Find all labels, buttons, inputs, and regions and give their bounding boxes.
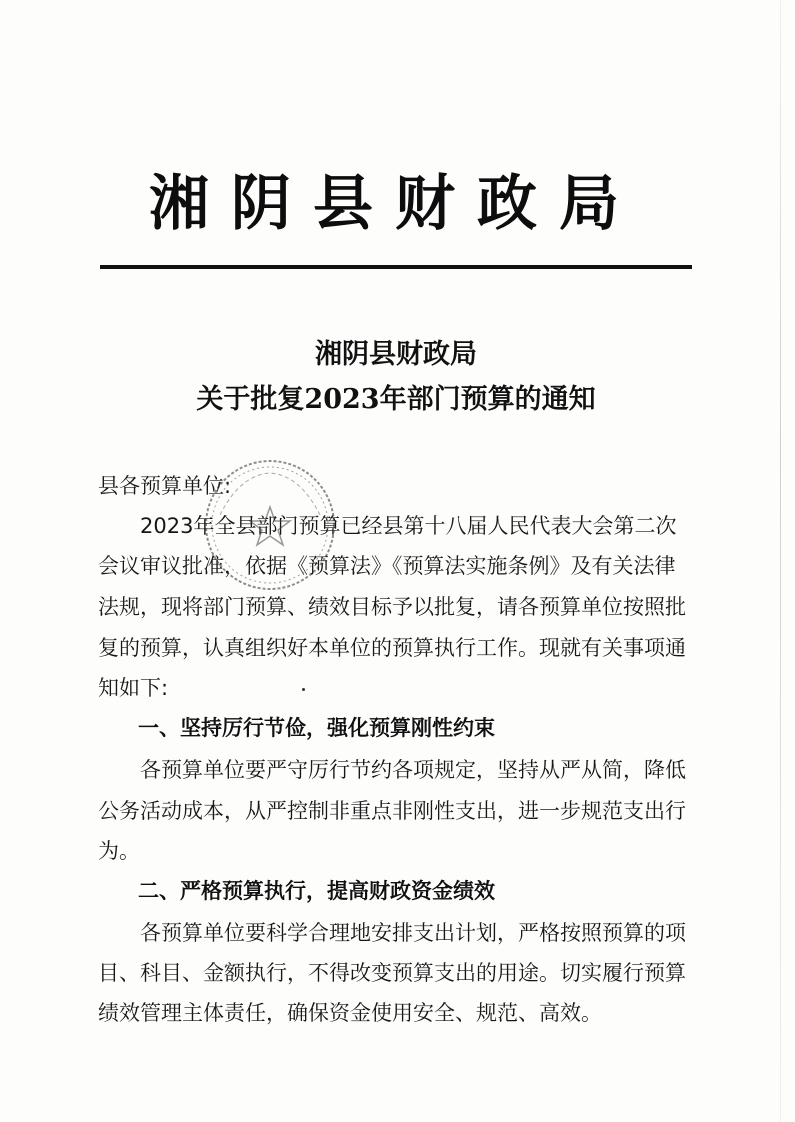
- section-1-heading: 一、坚持厉行节俭，强化预算刚性约束: [138, 716, 495, 740]
- section-1-line-3: 为。: [98, 839, 140, 863]
- section-1-line-1: 各预算单位要严守厉行节约各项规定，坚持从严从简，降低: [140, 758, 686, 782]
- scan-edge: [780, 0, 781, 1122]
- intro-line-4: 复的预算，认真组织好本单位的预算执行工作。现就有关事项通: [98, 636, 686, 660]
- intro-line-1: 2023年全县部门预算已经县第十八届人民代表大会第二次: [140, 514, 677, 538]
- notice-title-line-1: 湘阴县财政局: [315, 339, 477, 370]
- section-2-heading: 二、严格预算执行，提高财政资金绩效: [138, 879, 495, 903]
- intro-line-3: 法规，现将部门预算、绩效目标予以批复，请各预算单位按照批: [98, 595, 686, 619]
- intro-line-2: 会议审议批准，依据《预算法》《预算法实施条例》及有关法律: [98, 554, 676, 578]
- scan-speck: [302, 688, 305, 691]
- section-1-line-2: 公务活动成本，从严控制非重点非刚性支出，进一步规范支出行: [98, 799, 686, 823]
- letterhead-rule: [100, 265, 692, 269]
- section-2-line-3: 绩效管理主体责任，确保资金使用安全、规范、高效。: [98, 1001, 602, 1025]
- salutation: 县各预算单位:: [98, 474, 232, 498]
- letterhead-title: 湘阴县财政局: [149, 169, 641, 239]
- notice-title-line-2: 关于批复2023年部门预算的通知: [196, 384, 596, 415]
- section-2-line-1: 各预算单位要科学合理地安排支出计划，严格按照预算的项: [140, 921, 686, 945]
- intro-line-5: 知如下:: [98, 676, 169, 700]
- section-2-line-2: 目、科目、金额执行，不得改变预算支出的用途。切实履行预算: [98, 961, 686, 985]
